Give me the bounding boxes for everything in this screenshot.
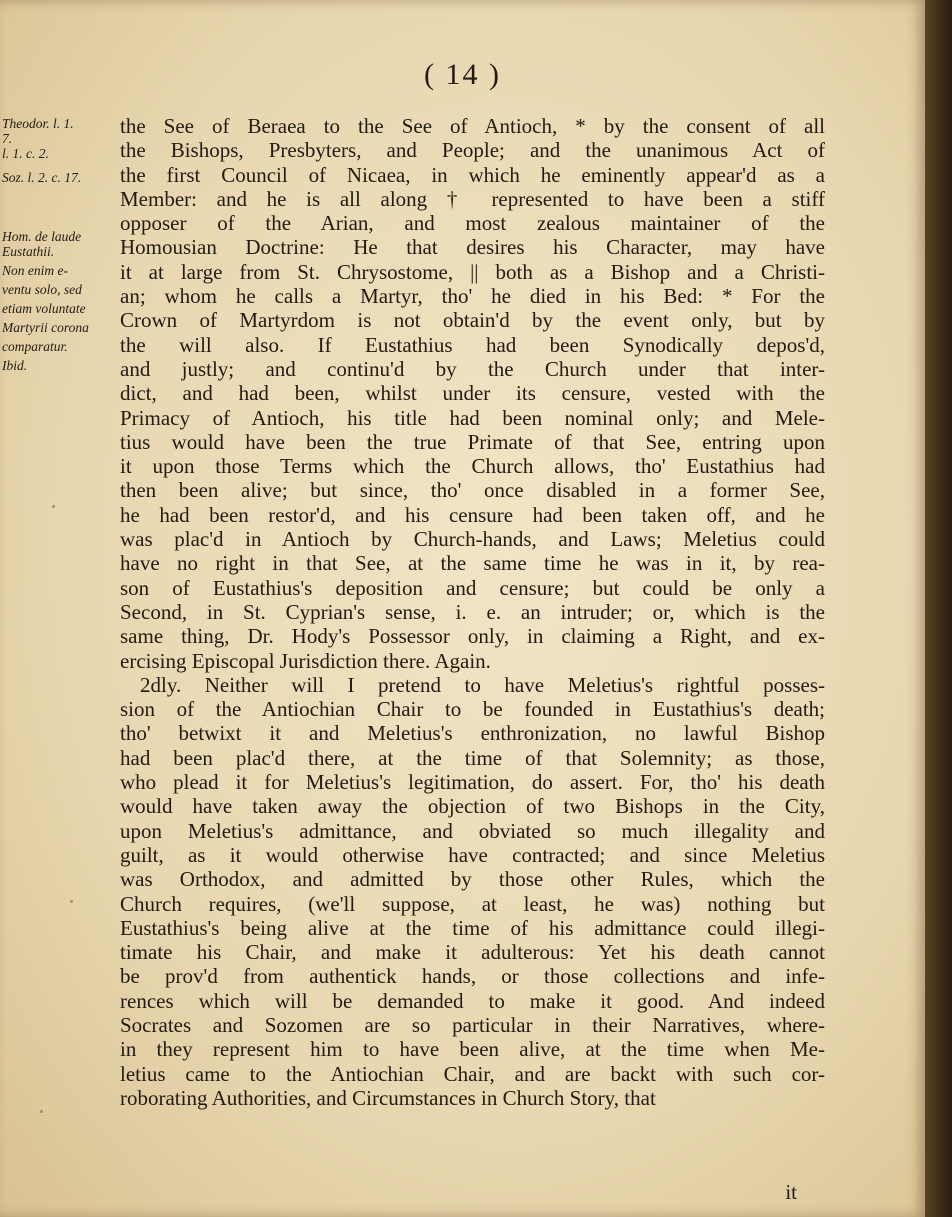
margin-note: Hom. de laude	[2, 229, 82, 244]
text-line: was plac'd in Antioch by Church-hands, and Laws; Meletius could	[120, 527, 825, 552]
text-line: upon Meletius's admittance, and obviated so much illegality and	[120, 818, 825, 843]
margin-note: comparatur.	[2, 339, 68, 354]
margin-note: Martyrii corona	[2, 320, 89, 335]
text-line: be prov'd from authentick hands, or those collections and infe-	[120, 964, 825, 989]
book-gutter	[925, 0, 952, 1217]
margin-note: Non enim e-	[2, 263, 68, 278]
margin-note: Ibid.	[2, 358, 28, 373]
text-line: roborating Authorities, and Circumstances in Church Story, that	[120, 1085, 656, 1110]
margin-note	[2, 185, 120, 200]
text-line: timate his Chair, and make it adulterous: Yet his death cannot	[120, 940, 825, 965]
text-line: Church requires, (we'll suppose, at least, he was) nothing but	[120, 891, 825, 916]
text-line: the Bishops, Presbyters, and People; and the unanimous Act of	[120, 138, 825, 163]
text-line: opposer of the Arian, and most zealous maintainer of the	[120, 211, 825, 236]
text-line: had been plac'd there, at the time of that Solemnity; as those,	[120, 745, 825, 770]
text-line: Member: and he is all along † represented to have been a stiff	[120, 186, 825, 211]
text-line: dict, and had been, whilst under its censure, vested with the	[120, 381, 825, 406]
margin-note: Soz. l. 2. c. 17.	[2, 170, 82, 185]
text-line: Eustathius's being alive at the time of his admittance could illegi-	[120, 915, 825, 940]
text-line: guilt, as it would otherwise have contracted; and since Meletius	[120, 842, 825, 867]
text-line: it upon those Terms which the Church allows, tho' Eustathius had	[120, 454, 825, 479]
text-line: would have taken away the objection of two Bishops in the City,	[120, 794, 825, 819]
text-line: Socrates and Sozomen are so particular in their Narratives, where-	[120, 1012, 825, 1037]
margin-note: etiam voluntate	[2, 301, 86, 316]
text-line: he had been restor'd, and his censure had been taken off, and he	[120, 502, 825, 527]
paper-speck	[40, 1110, 43, 1113]
margin-notes	[2, 116, 120, 373]
text-line: in they represent him to have been alive, at the time when Me-	[120, 1037, 825, 1062]
text-line: ercising Episcopal Jurisdiction there. Again.	[120, 648, 491, 673]
text-line: then been alive; but since, tho' once disabled in a former See,	[120, 478, 825, 503]
text-line: 2dly. Neither will I pretend to have Meletius's rightful posses-	[140, 672, 825, 697]
text-line: son of Eustathius's deposition and censure; but could be only a	[120, 575, 825, 600]
margin-note: l. 1. c. 2.	[2, 146, 49, 161]
text-line: was Orthodox, and admitted by those other Rules, which the	[120, 867, 825, 892]
text-line: Crown of Martyrdom is not obtain'd by the event only, but by	[120, 308, 825, 333]
paper-speck	[52, 505, 55, 508]
paper-speck	[70, 900, 73, 903]
catchword: it	[785, 1180, 797, 1204]
text-line: have no right in that See, at the same time he was in it, by rea-	[120, 551, 825, 576]
body-text	[120, 114, 825, 1110]
text-line: sion of the Antiochian Chair to be founded in Eustathius's death;	[120, 697, 825, 722]
text-line: an; whom he calls a Martyr, tho' he died in his Bed: * For the	[120, 284, 825, 309]
margin-note	[2, 200, 120, 215]
page-number: ( 14 )	[424, 58, 501, 91]
text-line: same thing, Dr. Hody's Possessor only, in claiming a Right, and ex-	[120, 624, 825, 649]
text-line: Second, in St. Cyprian's sense, i. e. an intruder; or, which is the	[120, 599, 825, 624]
text-line: tho' betwixt it and Meletius's enthronization, no lawful Bishop	[120, 721, 825, 746]
text-line: tius would have been the true Primate of that See, entring upon	[120, 429, 825, 454]
text-line: letius came to the Antiochian Chair, and are backt with such cor-	[120, 1061, 825, 1086]
margin-note: Eustathii.	[2, 244, 55, 259]
text-line: who plead it for Meletius's legitimation, do assert. For, tho' his death	[120, 770, 825, 795]
text-line: and justly; and continu'd by the Church under that inter-	[120, 356, 825, 381]
text-line: rences which will be demanded to make it good. And indeed	[120, 988, 825, 1013]
text-line: Homousian Doctrine: He that desires his Character, may have	[120, 235, 825, 260]
text-line: the See of Beraea to the See of Antioch, * by the consent of all	[120, 114, 825, 138]
margin-note: Theodor. l. 1.	[2, 116, 74, 131]
margin-note: 7.	[2, 131, 13, 146]
text-line: Primacy of Antioch, his title had been nominal only; and Mele-	[120, 405, 825, 430]
margin-note: ventu solo, sed	[2, 282, 82, 297]
text-line: the will also. If Eustathius had been Synodically depos'd,	[120, 332, 825, 357]
text-line: the first Council of Nicaea, in which he eminently appear'd as a	[120, 162, 825, 187]
text-line: it at large from St. Chrysostome, || both as a Bishop and a Christi-	[120, 259, 825, 284]
